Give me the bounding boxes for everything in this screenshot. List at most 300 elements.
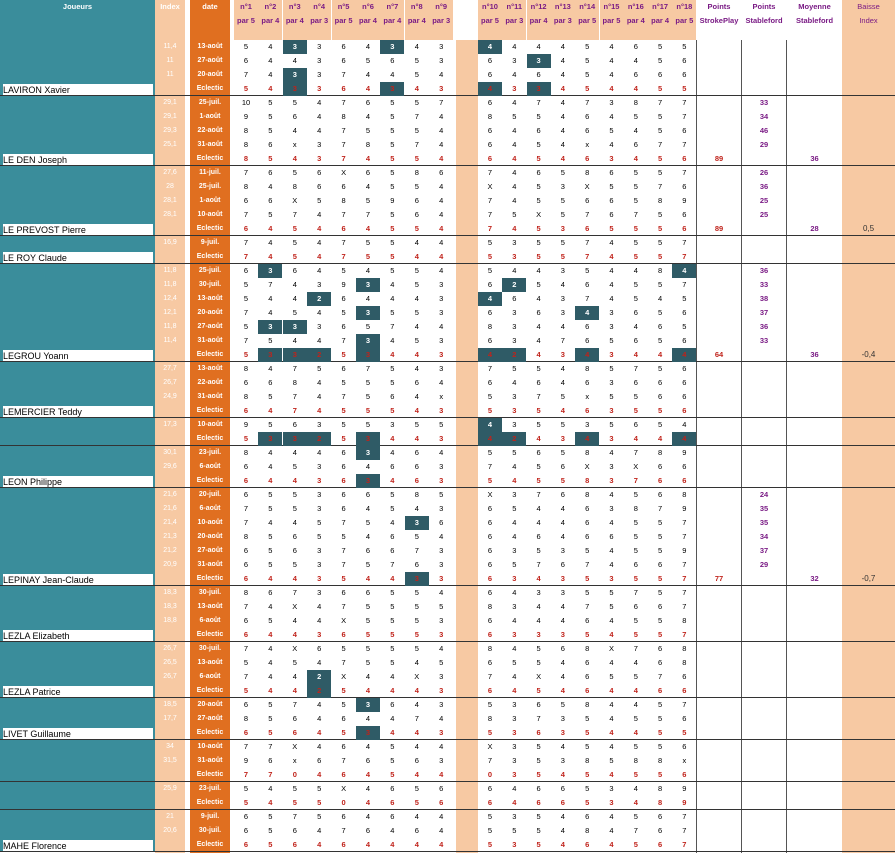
score-cell: 4: [560, 840, 565, 849]
score-cell: 3: [405, 572, 429, 586]
score-cell: 5: [609, 420, 614, 429]
score-cell: 6: [633, 42, 638, 51]
score-cell: 5: [682, 294, 687, 303]
score-cell: 4: [609, 448, 614, 457]
score-cell: 7: [585, 560, 590, 569]
score-cell: X: [608, 644, 614, 653]
date-cell: 20-août: [197, 701, 223, 708]
score-cell: 4: [658, 294, 663, 303]
score-cell: 3: [512, 742, 517, 751]
player-name[interactable]: LEPINAY Jean-Claude: [3, 574, 153, 586]
date-cell: 1-août: [199, 197, 221, 204]
score-cell: 4: [268, 364, 273, 373]
eclectic-row: [0, 404, 895, 418]
score-cell: 2: [307, 348, 331, 362]
player-name[interactable]: LAVIRON Xavier: [3, 84, 153, 96]
score-cell: 4: [609, 266, 614, 275]
score-cell: 6: [243, 574, 249, 583]
score-cell: 6: [341, 56, 346, 65]
score-cell: x: [292, 140, 297, 149]
score-cell: 5: [658, 280, 663, 289]
score-cell: 6: [390, 700, 395, 709]
player-name[interactable]: LE DEN Joseph: [3, 154, 153, 166]
player-name[interactable]: LEZLA Elizabeth: [3, 630, 153, 642]
player-name[interactable]: LEMERCIER Teddy: [3, 406, 153, 418]
score-cell: 4: [414, 434, 419, 443]
score-cell: 7: [487, 364, 493, 373]
score-cell: 6: [658, 560, 663, 569]
eclectic-label: Eclectic: [196, 407, 224, 414]
score-cell: 4: [633, 322, 638, 331]
score-cell: 3: [560, 588, 565, 597]
score-cell: 4: [512, 126, 517, 135]
score-cell: 4: [439, 210, 444, 219]
index-cell: 12,1: [163, 309, 177, 316]
score-cell: 5: [414, 182, 419, 191]
score-cell: 5: [658, 56, 663, 65]
score-cell: 6: [560, 490, 565, 499]
score-cell: 7: [414, 112, 419, 121]
score-cell: 8: [658, 756, 663, 765]
score-cell: 6: [536, 798, 541, 807]
score-cell: 6: [243, 224, 249, 233]
score-cell: 5: [658, 210, 663, 219]
score-cell: 3: [609, 350, 614, 359]
score-cell: 3: [283, 348, 307, 362]
points-strokeplay-cell: 64: [714, 350, 724, 359]
score-cell: 3: [609, 154, 614, 163]
score-cell: 5: [292, 238, 297, 247]
score-cell: 4: [512, 616, 517, 625]
score-cell: 5: [268, 98, 273, 107]
score-cell: 3: [609, 322, 614, 331]
score-cell: 6: [243, 406, 249, 415]
header-hole-7: n°7 par 4: [380, 0, 404, 40]
score-cell: 3: [317, 322, 322, 331]
score-cell: 4: [478, 292, 502, 306]
score-cell: 5: [341, 644, 346, 653]
score-cell: 4: [609, 812, 614, 821]
score-cell: 4: [414, 658, 419, 667]
score-cell: 4: [390, 448, 395, 457]
score-cell: 4: [268, 672, 273, 681]
index-cell: 30,1: [163, 449, 177, 456]
date-cell: 27-août: [197, 547, 223, 554]
score-cell: X: [341, 168, 347, 177]
score-cell: 5: [658, 154, 663, 163]
score-cell: 5: [487, 238, 493, 247]
eclectic-row: [0, 838, 895, 852]
score-cell: 3: [439, 504, 444, 513]
score-cell: 4: [439, 266, 444, 275]
score-cell: 4: [317, 700, 322, 709]
score-cell: 4: [268, 294, 273, 303]
score-cell: 6: [658, 490, 663, 499]
score-cell: 3: [258, 320, 282, 334]
score-cell: 4: [609, 658, 614, 667]
score-cell: 5: [268, 812, 273, 821]
score-cell: 6: [609, 532, 614, 541]
player-name[interactable]: LE ROY Claude: [3, 252, 153, 264]
player-name[interactable]: LE PREVOST Pierre: [3, 224, 153, 236]
score-cell: 5: [390, 98, 395, 107]
eclectic-label: Eclectic: [196, 253, 224, 260]
score-cell: 7: [682, 518, 687, 527]
player-name[interactable]: LEON Philippe: [3, 476, 153, 488]
points-stableford-cell: 33: [759, 280, 769, 289]
score-cell: 4: [609, 686, 614, 695]
score-cell: 7: [243, 602, 249, 611]
score-cell: 7: [243, 238, 249, 247]
score-cell: 6: [585, 672, 590, 681]
score-cell: 6: [390, 784, 395, 793]
player-name[interactable]: LEZLA Patrice: [3, 686, 153, 698]
score-cell: 5: [633, 630, 638, 639]
date-cell: 10-août: [197, 421, 223, 428]
score-cell: 4: [390, 294, 395, 303]
score-cell: 5: [439, 420, 444, 429]
score-cell: 4: [560, 112, 565, 121]
score-cell: 6: [487, 588, 493, 597]
score-cell: 8: [682, 644, 687, 653]
score-cell: 7: [585, 210, 590, 219]
score-cell: 5: [292, 462, 297, 471]
score-cell: 7: [341, 210, 346, 219]
score-cell: 4: [390, 840, 395, 849]
score-cell: 3: [356, 726, 380, 740]
round-row: [0, 642, 895, 656]
score-cell: 7: [585, 238, 590, 247]
score-cell: 6: [439, 518, 444, 527]
score-cell: 8: [414, 490, 419, 499]
score-cell: 4: [560, 826, 565, 835]
score-cell: 4: [439, 714, 444, 723]
score-cell: 7: [682, 574, 687, 583]
score-cell: 3: [283, 40, 307, 54]
eclectic-label: Eclectic: [196, 575, 224, 582]
score-cell: 4: [633, 56, 638, 65]
score-cell: 6: [268, 140, 273, 149]
score-cell: 7: [243, 770, 249, 779]
score-cell: 6: [243, 630, 249, 639]
date-cell: 13-août: [197, 659, 223, 666]
round-row: [0, 698, 895, 712]
score-cell: X: [536, 672, 542, 681]
date-cell: 31-août: [197, 757, 223, 764]
score-cell: 4: [268, 658, 273, 667]
score-cell: 5: [268, 392, 273, 401]
header-hole-13: n°13 par 3: [551, 0, 575, 40]
score-cell: 7: [414, 140, 419, 149]
score-cell: 5: [341, 700, 346, 709]
score-cell: 4: [478, 40, 502, 54]
score-cell: 4: [560, 602, 565, 611]
score-cell: 6: [243, 812, 249, 821]
score-cell: 4: [317, 742, 322, 751]
score-cell: 6: [487, 140, 493, 149]
score-cell: 6: [317, 168, 322, 177]
score-cell: 4: [609, 294, 614, 303]
score-cell: 5: [585, 770, 590, 779]
score-cell: 5: [585, 84, 590, 93]
score-cell: 4: [633, 700, 638, 709]
score-cell: 4: [560, 406, 565, 415]
score-cell: 5: [341, 420, 346, 429]
player-name[interactable]: LIVET Guillaume: [3, 728, 153, 740]
score-cell: 4: [560, 364, 565, 373]
points-strokeplay-cell: 77: [714, 574, 724, 583]
score-cell: 5: [633, 616, 638, 625]
score-cell: 4: [512, 266, 517, 275]
score-cell: 5: [536, 238, 541, 247]
score-cell: 5: [658, 714, 663, 723]
score-cell: 8: [487, 322, 493, 331]
score-cell: 6: [390, 56, 395, 65]
score-cell: 4: [536, 616, 541, 625]
score-cell: 4: [439, 378, 444, 387]
score-cell: 7: [292, 588, 297, 597]
date-cell: 30-juil.: [198, 281, 222, 288]
score-cell: 5: [365, 126, 371, 135]
score-cell: 4: [560, 70, 565, 79]
score-cell: 4: [560, 770, 565, 779]
score-cell: 5: [585, 784, 590, 793]
date-cell: 20-août: [197, 533, 223, 540]
score-cell: 6: [365, 756, 371, 765]
header-bar: [0, 0, 895, 40]
score-cell: 5: [585, 70, 590, 79]
score-cell: 3: [380, 82, 404, 96]
round-row: [0, 236, 895, 250]
score-cell: 8: [585, 364, 590, 373]
score-cell: 3: [512, 770, 517, 779]
score-cell: 5: [633, 546, 638, 555]
score-cell: 6: [658, 686, 663, 695]
score-cell: 7: [658, 140, 663, 149]
score-cell: 7: [658, 504, 663, 513]
score-cell: 5: [390, 588, 395, 597]
score-cell: 5: [365, 378, 371, 387]
score-cell: 6: [487, 532, 493, 541]
round-row: [0, 558, 895, 572]
score-cell: 4: [268, 798, 273, 807]
score-cell: 4: [268, 252, 273, 261]
score-cell: 4: [365, 672, 371, 681]
score-cell: 6: [658, 826, 663, 835]
score-cell: 4: [365, 574, 371, 583]
index-cell: 18,3: [163, 589, 177, 596]
round-row: [0, 586, 895, 600]
score-cell: 5: [536, 742, 541, 751]
date-cell: 20-août: [197, 71, 223, 78]
header-hole-8: n°8 par 4: [405, 0, 429, 40]
index-cell: 24,9: [163, 393, 177, 400]
score-cell: 9: [390, 196, 395, 205]
round-row: [0, 180, 895, 194]
index-cell: 26,7: [163, 673, 177, 680]
score-cell: 6: [585, 504, 590, 513]
score-cell: 6: [414, 560, 419, 569]
score-cell: 5: [243, 434, 249, 443]
score-cell: 6: [317, 182, 322, 191]
score-cell: 6: [317, 644, 322, 653]
eclectic-label: Eclectic: [196, 729, 224, 736]
eclectic-row: [0, 726, 895, 740]
score-cell: 4: [658, 350, 663, 359]
score-cell: 3: [405, 516, 429, 530]
points-stableford-cell: 33: [759, 98, 769, 107]
score-cell: 8: [243, 588, 249, 597]
score-cell: 8: [682, 490, 687, 499]
score-cell: 6: [292, 826, 297, 835]
score-cell: X: [292, 742, 298, 751]
score-cell: 5: [633, 490, 638, 499]
score-cell: 6: [682, 406, 687, 415]
score-cell: 5: [609, 126, 614, 135]
score-cell: 5: [390, 602, 395, 611]
header-hole-15: n°15 par 5: [600, 0, 624, 40]
player-name[interactable]: MAHE Florence: [3, 840, 153, 852]
score-cell: 8: [658, 196, 663, 205]
score-cell: 4: [536, 42, 541, 51]
score-cell: 5: [365, 518, 371, 527]
score-cell: 4: [292, 154, 297, 163]
score-cell: 4: [633, 434, 638, 443]
date-cell: 25-juil.: [198, 183, 222, 190]
score-cell: 4: [268, 574, 273, 583]
score-cell: 6: [292, 546, 297, 555]
score-cell: 4: [268, 42, 273, 51]
score-cell: 6: [633, 602, 638, 611]
score-cell: 5: [414, 532, 419, 541]
round-row: [0, 362, 895, 376]
eclectic-label: Eclectic: [196, 687, 224, 694]
score-cell: 5: [390, 140, 395, 149]
score-cell: 5: [536, 224, 541, 233]
score-cell: 9: [682, 504, 687, 513]
score-cell: 5: [243, 784, 249, 793]
score-cell: 3: [439, 434, 444, 443]
score-cell: 7: [268, 280, 273, 289]
score-cell: 8: [243, 154, 249, 163]
score-cell: 7: [682, 280, 687, 289]
score-cell: 5: [390, 126, 395, 135]
score-cell: 5: [390, 238, 395, 247]
score-cell: 3: [317, 560, 322, 569]
score-cell: 4: [478, 432, 502, 446]
points-stableford-cell: 38: [759, 294, 769, 303]
score-cell: 4: [609, 84, 614, 93]
score-cell: 7: [682, 560, 687, 569]
score-cell: 5: [390, 252, 395, 261]
score-cell: 5: [609, 588, 614, 597]
score-cell: 5: [390, 658, 395, 667]
score-cell: 5: [243, 798, 249, 807]
score-cell: 4: [317, 392, 322, 401]
score-cell: 7: [414, 546, 419, 555]
score-cell: 7: [390, 560, 395, 569]
score-cell: 6: [414, 378, 419, 387]
score-cell: 4: [414, 812, 419, 821]
score-cell: 6: [682, 224, 687, 233]
score-cell: 5: [390, 378, 395, 387]
score-cell: 7: [682, 98, 687, 107]
score-cell: 7: [585, 294, 590, 303]
score-cell: 4: [292, 448, 297, 457]
score-cell: 4: [512, 154, 517, 163]
score-cell: 4: [512, 588, 517, 597]
score-cell: 6: [341, 182, 346, 191]
index-cell: 27,7: [163, 365, 177, 372]
score-cell: 5: [365, 322, 371, 331]
score-cell: 4: [439, 322, 444, 331]
score-cell: 4: [414, 322, 419, 331]
score-cell: 4: [560, 140, 565, 149]
date-cell: 6-août: [199, 673, 221, 680]
score-cell: 7: [682, 602, 687, 611]
score-cell: 4: [439, 224, 444, 233]
score-cell: 3: [439, 294, 444, 303]
score-cell: 4: [609, 630, 614, 639]
score-cell: 5: [365, 196, 371, 205]
score-cell: 5: [512, 364, 517, 373]
score-cell: 5: [536, 252, 541, 261]
score-cell: 5: [292, 490, 297, 499]
header-hole-6: n°6 par 4: [356, 0, 380, 40]
score-cell: 5: [536, 840, 541, 849]
player-name[interactable]: LEGROU Yoann: [3, 350, 153, 362]
score-cell: 5: [390, 504, 395, 513]
score-cell: 6: [682, 210, 687, 219]
score-cell: 6: [292, 728, 297, 737]
score-cell: 7: [682, 840, 687, 849]
header-points-stableford: Points Stableford: [745, 2, 783, 25]
score-cell: 5: [365, 602, 371, 611]
score-cell: 6: [341, 840, 346, 849]
score-cell: 4: [414, 294, 419, 303]
points-stableford-cell: 36: [759, 266, 769, 275]
score-cell: 3: [512, 728, 517, 737]
score-cell: 7: [243, 504, 249, 513]
score-cell: 5: [609, 672, 614, 681]
score-cell: X: [292, 644, 298, 653]
score-cell: 4: [633, 154, 638, 163]
score-cell: 5: [658, 252, 663, 261]
score-cell: 3: [560, 350, 565, 359]
score-cell: 4: [292, 672, 297, 681]
score-cell: 4: [609, 742, 614, 751]
score-cell: 5: [268, 420, 273, 429]
date-cell: 6-août: [199, 617, 221, 624]
score-cell: 6: [560, 560, 565, 569]
index-cell: 12,4: [163, 295, 177, 302]
date-cell: 23-juil.: [198, 785, 222, 792]
score-cell: 4: [317, 266, 322, 275]
date-cell: 9-juil.: [200, 239, 220, 246]
score-cell: 4: [560, 672, 565, 681]
score-cell: 5: [243, 42, 249, 51]
score-cell: 6: [658, 658, 663, 667]
score-cell: 8: [658, 784, 663, 793]
score-cell: 7: [341, 70, 346, 79]
moyenne-stableford-cell: 32: [810, 574, 819, 583]
score-cell: 4: [317, 770, 322, 779]
index-cell: 27,6: [163, 169, 177, 176]
score-cell: 6: [682, 686, 687, 695]
score-cell: 6: [292, 532, 297, 541]
score-cell: 5: [487, 728, 493, 737]
score-cell: x: [682, 756, 687, 765]
